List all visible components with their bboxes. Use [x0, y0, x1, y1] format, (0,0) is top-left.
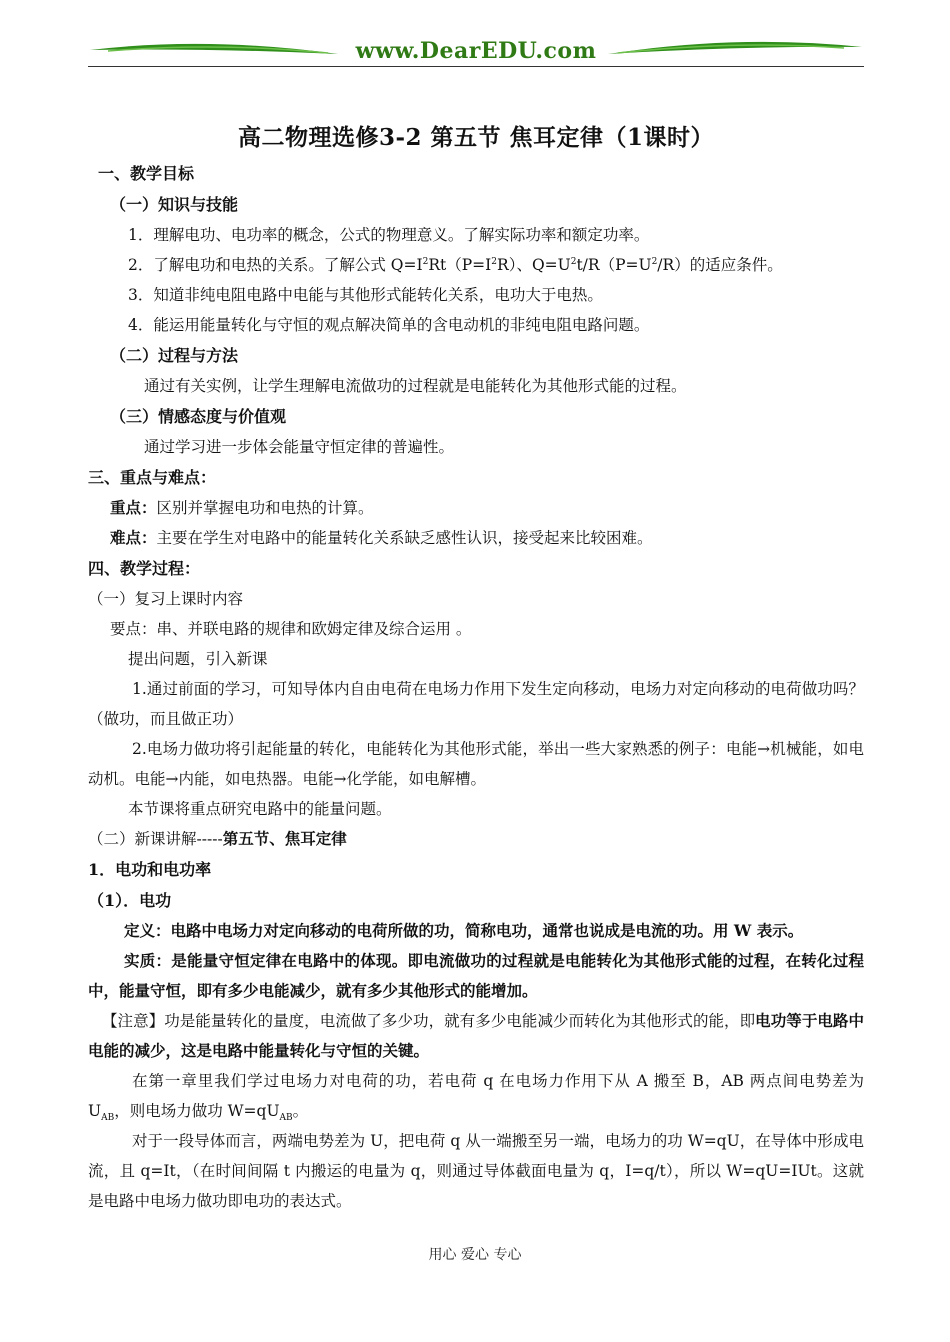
document-body: [88, 118, 864, 1216]
subsection-heading: （1）．电功: [88, 891, 172, 910]
paragraph: 本节课将重点研究电路中的能量问题。: [128, 800, 392, 818]
page-footer: 用心 爱心 专心: [428, 1247, 522, 1263]
objective-item: 4．能运用能量转化与守恒的观点解决简单的含电动机的非纯电阻电路问题。: [128, 316, 650, 334]
section-heading: 一、教学目标: [98, 164, 195, 183]
paragraph: 通过学习进一步体会能量守恒定律的普遍性。: [144, 438, 455, 456]
subsection-heading: （二）过程与方法: [110, 346, 239, 365]
key-point: 重点：区别并掌握电功和电热的计算。: [110, 498, 374, 517]
objective-item: 3．知道非纯电阻电路中电能与其他形式能转化关系，电功大于电热。: [128, 286, 603, 304]
paragraph: 对于一段导体而言，两端电势差为 U，把电荷 q 从一端搬至另一端，电场力的功 W=qU，在导体中形成电流，且 q=It，（在时间间隔 t 内搬运的电量为 q，则通过导体截面电量为 q，I=q/t），所以 W=qU=IUt。这就是电路中电场力做功即电功的表达式。: [88, 1132, 865, 1210]
paragraph: 1.通过前面的学习，可知导体内自由电荷在电场力作用下发生定向移动，电场力对定向移动的电荷做功吗？（做功，而且做正功）: [88, 680, 864, 728]
section-heading: 1．电功和电功率: [88, 860, 212, 879]
paragraph: 通过有关实例，让学生理解电流做功的过程就是电能转化为其他形式能的过程。: [144, 377, 687, 395]
essence-paragraph: 实质：是能量守恒定律在电路中的体现。即电流做功的过程就是电能转化为其他形式能的过程，在转化过程中，能量守恒，即有多少电能减少，就有多少其他形式的能增加。: [88, 951, 864, 1000]
objective-item: 1．理解电功、电功率的概念，公式的物理意义。了解实际功率和额定功率。: [128, 226, 650, 244]
definition-paragraph: 定义：电路中电场力对定向移动的电荷所做的功，简称电功，通常也说成是电流的功。用 W 表示。: [124, 921, 804, 940]
site-header: [88, 34, 864, 70]
paragraph: （二）新课讲解-----第五节、焦耳定律: [88, 829, 347, 848]
site-url[interactable]: www.DearEDU.com: [355, 38, 597, 64]
section-heading: 四、教学过程：: [88, 559, 201, 578]
subsection-heading: （三）情感态度与价值观: [110, 407, 287, 426]
document-title: 高二物理选修3-2 第五节 焦耳定律（1课时）: [237, 124, 715, 151]
objective-item: 2．了解电功和电热的关系。了解公式 $Q=I^2Rt(P=I^2R)$、$Q=U^2t/R(P=U^2/R)$的适应条件。: [128, 256, 783, 274]
header-divider: [88, 66, 864, 67]
subsection-heading: （一）知识与技能: [110, 195, 239, 214]
paragraph: 要点：串、并联电路的规律和欧姆定律及综合运用 。: [110, 620, 472, 638]
section-heading: 三、重点与难点：: [88, 468, 217, 487]
paragraph: （一）复习上课时内容: [88, 590, 244, 608]
paragraph: 在第一章里我们学过电场力对电荷的功，若电荷 q 在电场力作用下从 A 搬至 B，AB 两点间电势差为 $U_{AB}$，则电场力做功 $W=qU_{AB}$。: [88, 1072, 864, 1124]
paragraph: 提出问题，引入新课: [128, 650, 268, 668]
note-paragraph: 【注意】功是能量转化的量度，电流做了多少功，就有多少电能减少而转化为其他形式的能，即电功等于电路中电能的减少，这是电路中能量转化与守恒的关键。: [88, 1011, 864, 1060]
difficult-point: 难点：主要在学生对电路中的能量转化关系缺乏感性认识，接受起来比较困难。: [110, 528, 653, 547]
paragraph: 2.电场力做功将引起能量的转化，电能转化为其他形式能，举出一些大家熟悉的例子：电能→机械能，如电动机。电能→内能，如电热器。电能→化学能，如电解槽。: [88, 740, 864, 788]
